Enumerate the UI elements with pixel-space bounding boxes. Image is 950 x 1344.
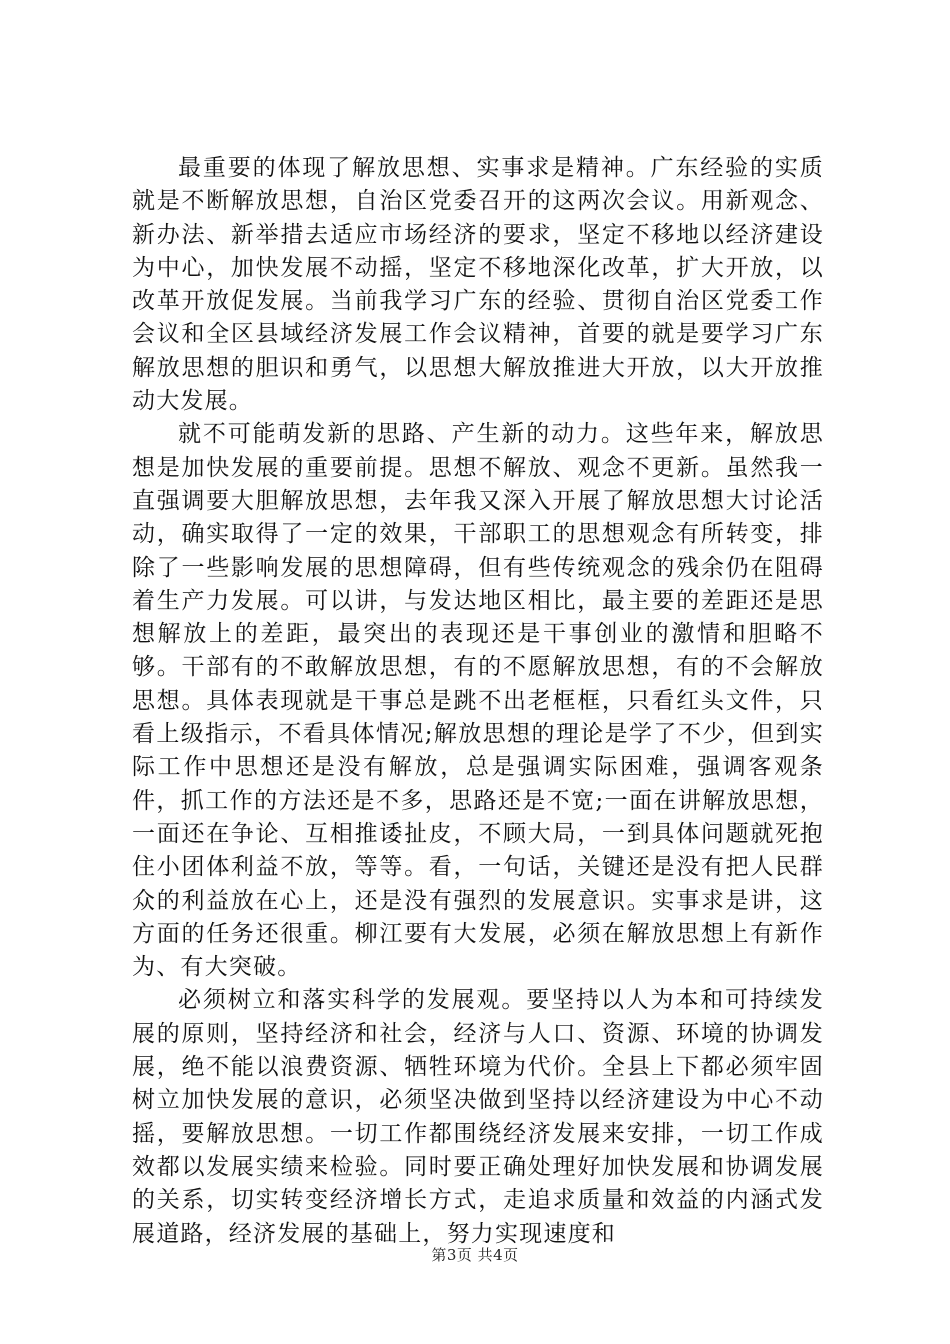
page-footer: 第3页 共4页 bbox=[431, 1246, 519, 1264]
paragraph-1: 最重要的体现了解放思想、实事求是精神。广东经验的实质就是不断解放思想，自治区党委召开的这两次会议。用新观念、新办法、新举措去适应市场经济的要求，坚定不移地以经济建设为中心，加快发展不动摇，坚定不移地深化改革，扩大开放，以改革开放促发展。当前我学习广东的经验、贯彻自治区党委工作会议和全区县域经济发展工作会议精神，首要的就是要学习广东解放思想的胆识和勇气，以思想大解放推进大开放，以大开放推动大发展。 bbox=[132, 155, 824, 415]
paragraph-2: 就不可能萌发新的思路、产生新的动力。这些年来，解放思想是加快发展的重要前提。思想不解放、观念不更新。虽然我一直强调要大胆解放思想，去年我又深入开展了解放思想大讨论活动，确实取得了一定的效果，干部职工的思想观念有所转变，排除了一些影响发展的思想障碍，但有些传统观念的残余仍在阻碍着生产力发展。可以讲，与发达地区相比，最主要的差距还是思想解放上的差距，最突出的表现还是干事创业的激情和胆略不够。干部有的不敢解放思想，有的不愿解放思想，有的不会解放思想。具体表现就是干事总是跳不出老框框，只看红头文件，只看上级指示，不看具体情况;解放思想的理论是学了不少，但到实际工作中思想还是没有解放，总是强调实际困难，强调客观条件，抓工作的方法还是不多，思路还是不宽;一面在讲解放思想，一面还在争论、互相推诿扯皮，不顾大局，一到具体问题就死抱住小团体利益不放，等等。看，一句话，关键还是没有把人民群众的利益放在心上，还是没有强烈的发展意识。实事求是讲，这方面的任务还很重。柳江要有大发展，必须在解放思想上有新作为、有大突破。 bbox=[132, 421, 824, 981]
body-text bbox=[132, 152, 824, 1251]
paragraph-3: 必须树立和落实科学的发展观。要坚持以人为本和可持续发展的原则，坚持经济和社会，经济与人口、资源、环境的协调发展，绝不能以浪费资源、牺牲环境为代价。全县上下都必须牢固树立加快发展的意识，必须坚决做到坚持以经济建设为中心不动摇，要解放思想。一切工作都围绕经济发展来安排，一切工作成效都以发展实绩来检验。同时要正确处理好加快发展和协调发展的关系，切实转变经济增长方式，走追求质量和效益的内涵式发展道路，经济发展的基础上，努力实现速度和 bbox=[132, 987, 824, 1247]
